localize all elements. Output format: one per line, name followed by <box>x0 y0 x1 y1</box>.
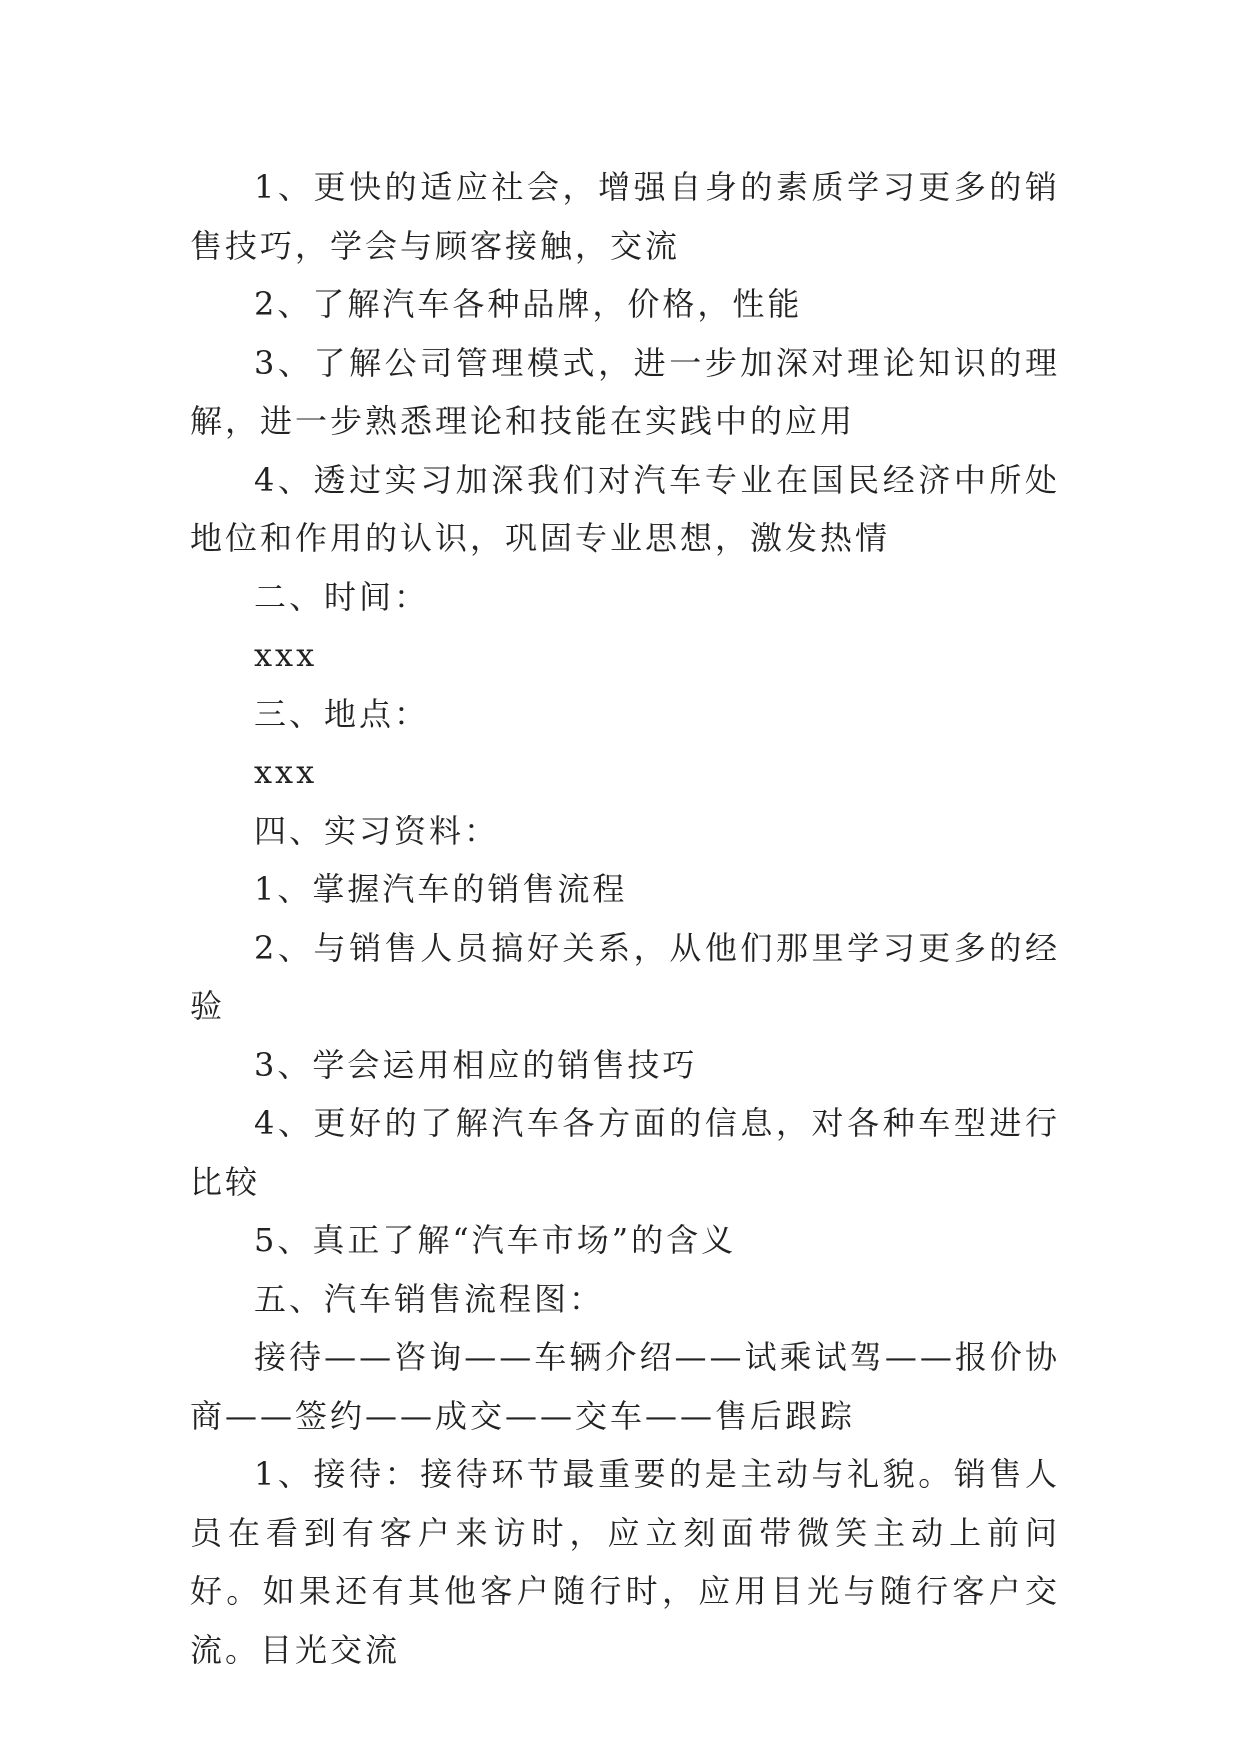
paragraph-2: 2、了解汽车各种品牌，价格，性能 <box>254 285 803 323</box>
section-heading-flowchart: 五、汽车销售流程图： <box>254 1279 605 1318</box>
materials-item-5: 5、真正了解“汽车市场”的含义 <box>254 1221 737 1259</box>
section-heading-location: 三、地点： <box>254 694 430 733</box>
materials-item-4: 4、更好的了解汽车各方面的信息，对各种车型进行比较 <box>190 1104 1060 1201</box>
materials-item-1: 1、掌握汽车的销售流程 <box>254 870 628 908</box>
section-heading-materials: 四、实习资料： <box>254 811 500 850</box>
materials-item-2: 2、与销售人员搞好关系，从他们那里学习更多的经验 <box>190 928 1060 1025</box>
materials-item-3: 3、学会运用相应的销售技巧 <box>254 1045 698 1084</box>
paragraph-3: 3、了解公司管理模式，进一步加深对理论知识的理解，进一步熟悉理论和技能在实践中的应用 <box>190 343 1060 440</box>
sales-flow-sequence: 接待——咨询——车辆介绍——试乘试驾——报价协商——签约——成交——交车——售后跟踪 <box>190 1338 1060 1435</box>
flow-step-reception: 1、接待：接待环节最重要的是主动与礼貌。销售人员在看到有客户来访时，应立刻面带微笑主动上前问好。如果还有其他客户随行时，应用目光与随行客户交流。目光交流 <box>190 1455 1060 1669</box>
paragraph-1: 1、更快的适应社会，增强自身的素质学习更多的销售技巧，学会与顾客接触，交流 <box>190 168 1060 265</box>
location-value: xxx <box>254 753 318 791</box>
section-heading-time: 二、时间： <box>254 577 430 616</box>
paragraph-4: 4、透过实习加深我们对汽车专业在国民经济中所处地位和作用的认识，巩固专业思想，激发热情 <box>190 460 1060 557</box>
time-value: xxx <box>254 636 318 674</box>
document-body <box>190 158 1060 1679</box>
